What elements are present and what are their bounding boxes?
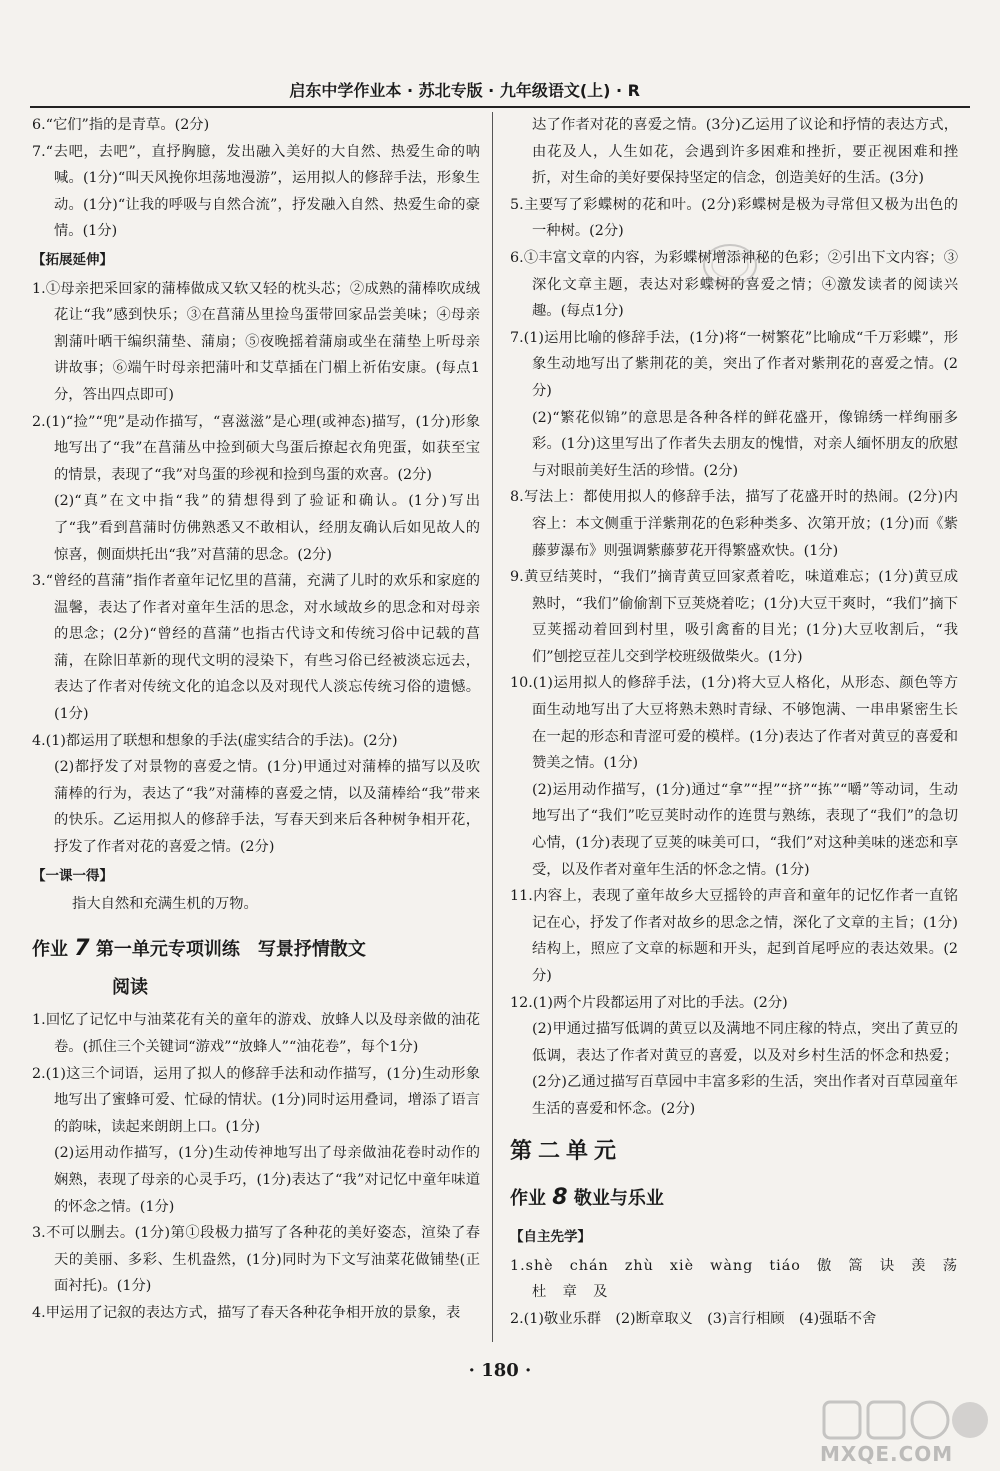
watermark bbox=[820, 1396, 995, 1466]
answer-item: 12.(1)两个片段都运用了对比的手法。(2分) bbox=[510, 994, 788, 1011]
homework-8-title bbox=[510, 1179, 958, 1218]
section-heading-self-study: 【自主先学】 bbox=[510, 1229, 591, 1246]
page-header bbox=[30, 78, 970, 108]
answer-item: 7.(1)运用比喻的修辞手法，(1分)将“一树繁花”比喻成“千万彩蝶”，形象生动地写出了紫荆花的美，突出了作者对紫荆花的喜爱之情。(2分) bbox=[510, 329, 958, 399]
watermark-logo-icon bbox=[820, 1396, 995, 1444]
header-title: 启东中学作业本 · 苏北专版 · 九年级语文(上) · R bbox=[289, 81, 640, 100]
answer-item: 9.黄豆结荚时，“我们”摘青黄豆回家煮着吃，味道难忘；(1分)黄豆成熟时，“我们”偷偷割下豆荚烧着吃；(1分)大豆干爽时，“我们”摘下豆荚摇动着回到村里，吸引禽畜的目光；(1分)大豆收割后，“我们”刨挖豆茬儿交到学校班级做柴火。(1分) bbox=[510, 569, 958, 665]
answer-item: (2)甲通过描写低调的黄豆以及满地不同庄稼的特点，突出了黄豆的低调，表达了作者对黄豆的喜爱，以及对乡村生活的怀念和热爱；(2分)乙通过描写百草园中丰富多彩的生活，突出作者对百草园童年生活的喜爱和怀念。(2分) bbox=[532, 1021, 958, 1117]
answer-item: 1.①母亲把采回家的蒲棒做成又软又轻的枕头芯；②成熟的蒲棒吹成绒花让“我”感到快乐；③在菖蒲丛里捡鸟蛋带回家品尝美味；④母亲割蒲叶晒干编织蒲垫、蒲扇；⑤夜晚摇着蒲扇或坐在蒲垫上听母亲讲故事；⑥端午时母亲把蒲叶和艾草插在门楣上祈佑安康。(每点1分，答出四点即可) bbox=[32, 280, 480, 403]
answer-item: 11.内容上，表现了童年故乡大豆摇铃的声音和童年的记忆作者一直铭记在心，抒发了作者对故乡的思念之情，深化了文章的主旨；(1分)结构上，照应了文章的标题和开头，起到首尾呼应的表达效果。(2分) bbox=[510, 888, 958, 984]
answer-item: (2)都抒发了对景物的喜爱之情。(1分)甲通过对蒲棒的描写以及吹蒲棒的行为，表达了“我”对蒲棒的喜爱之情，以及蒲棒给“我”带来的快乐。乙运用拟人的修辞手法，写春天到来后各种树争相开花，抒发了作者对花的喜爱之情。(2分) bbox=[54, 759, 480, 856]
answer-item: (2)运用动作描写，(1分)通过“拿”“捏”“挤”“拣”“嚼”等动词，生动地写出了“我们”吃豆荚时动作的连贯与熟练，表现了“我们”的急切心情，(1分)表现了豆荚的味美可口，“我们”对这种美味的迷恋和享受，以及作者对童年生活的怀念之情。(1分) bbox=[532, 781, 958, 878]
homework-number: 7 bbox=[74, 935, 90, 961]
column-divider bbox=[492, 112, 493, 1342]
answer-item: 10.(1)运用拟人的修辞手法，(1分)将大豆人格化，从形态、颜色等方面生动地写出了大豆将熟未熟时青绿、不够饱满、一串串紧密生长在一起的形态和青涩可爱的模样。(1分)表达了作者对黄豆的喜爱和赞美之情。(1分) bbox=[510, 675, 958, 772]
answer-item: 4.甲运用了记叙的表达方式，描写了春天各种花争相开放的景象，表 bbox=[32, 1304, 461, 1321]
section-heading-extension: 【拓展延伸】 bbox=[32, 251, 113, 268]
answer-item: 达了作者对花的喜爱之情。(3分)乙运用了议论和抒情的表达方式，由花及人，人生如花，会遇到许多困难和挫折，要正视困难和挫折，对生命的美好要保持坚定的信念，创造美好的生活。(3分) bbox=[532, 117, 958, 187]
homework-7-title-cont: 阅读 bbox=[112, 976, 148, 998]
answer-item: 6.①丰富文章的内容，为彩蝶树增添神秘的色彩；②引出下文内容；③深化文章主题，表达对彩蝶树的喜爱之情；④激发读者的阅读兴趣。(每点1分) bbox=[510, 249, 958, 320]
answer-item: 6.“它们”指的是青草。(2分) bbox=[32, 117, 210, 133]
watermark-text: MXQE.COM bbox=[820, 1442, 954, 1466]
answer-item: 2.(1)“捡”“兜”是动作描写，“喜滋滋”是心理(或神态)描写，(1分)形象地写出了“我”在菖蒲丛中捡到硕大鸟蛋后撩起衣角兜蛋，如获至宝的情景，表现了“我”对鸟蛋的珍视和捡到鸟蛋的欢喜。(2分) bbox=[32, 413, 480, 483]
answer-item: 3.不可以删去。(1分)第①段极力描写了各种花的美好姿态，渲染了春天的美丽、多彩、生机盎然，(1分)同时为下文写油菜花做铺垫(正面衬托)。(1分) bbox=[32, 1225, 480, 1295]
section-heading-gain: 【一课一得】 bbox=[32, 867, 113, 884]
homework-number: 8 bbox=[552, 1185, 568, 1211]
homework-title-text: 敬业与乐业 bbox=[573, 1188, 664, 1210]
unit-title: 第二单元 bbox=[510, 1138, 623, 1164]
answer-item: 2.(1)这三个词语，运用了拟人的修辞手法和动作描写，(1分)生动形象地写出了蜜蜂可爱、忙碌的情状。(1分)同时运用叠词，增添了语言的韵味，读起来朗朗上口。(1分) bbox=[32, 1065, 480, 1135]
answer-item: 8.写法上：都使用拟人的修辞手法，描写了花盛开时的热闹。(2分)内容上：本文侧重于洋紫荆花的色彩种类多、次第开放；(1分)而《紫藤萝瀑布》则强调紫藤萝花开得繁盛欢快。(1分) bbox=[510, 489, 958, 559]
answer-item: 3.“曾经的菖蒲”指作者童年记忆里的菖蒲，充满了儿时的欢乐和家庭的温馨，表达了作者对童年生活的思念，对水域故乡的思念和对母亲的思念；(2分)“曾经的菖蒲”也指古代诗文和传统习俗中记载的菖蒲，在除旧革新的现代文明的浸染下，有些习俗已经被淡忘远去，表达了作者对传统文化的追念以及对现代人淡忘传统习俗的遗憾。(1分) bbox=[32, 573, 480, 723]
answer-item: 1.shè chán zhù xiè wàng tiáo 傲 篙 诀 羡 荡 杜 章 及 bbox=[510, 1257, 974, 1301]
answer-item: 5.主要写了彩蝶树的花和叶。(2分)彩蝶树是极为寻常但又极为出色的一种树。(2分) bbox=[510, 196, 958, 240]
homework-7-title bbox=[32, 930, 480, 969]
gain-text: 指大自然和充满生机的万物。 bbox=[72, 896, 258, 913]
answer-item: 7.“去吧，去吧”，直抒胸臆，发出融入美好的大自然、热爱生命的呐喊。(1分)“叫天风挽你坦荡地漫游”，运用拟人的修辞手法，形象生动。(1分)“让我的呼吸与自然合流”，抒发融入自然、热爱生命的豪情。(1分) bbox=[32, 143, 480, 240]
answer-item: (2)“真”在文中指“我”的猜想得到了验证和确认。(1分)写出了“我”看到菖蒲时仿佛熟悉又不敢相认，经朋友确认后如见故人的惊喜，侧面烘托出“我”对菖蒲的思念。(2分) bbox=[54, 493, 480, 563]
homework-title-text: 第一单元专项训练 写景抒情散文 bbox=[95, 938, 366, 960]
stamp-icon bbox=[700, 235, 760, 295]
right-column bbox=[510, 112, 974, 1333]
answer-item: (2)“繁花似锦”的意思是各种各样的鲜花盛开，像锦绣一样绚丽多彩。(1分)这里写出了作者失去朋友的愧惜，对亲人缅怀朋友的欣慰与对眼前美好生活的珍惜。(2分) bbox=[532, 409, 958, 479]
left-column bbox=[32, 112, 480, 1327]
page-number: · 180 · bbox=[468, 1360, 532, 1381]
homework-prefix: 作业 bbox=[510, 1188, 546, 1210]
answer-item: 4.(1)都运用了联想和想象的手法(虚实结合的手法)。(2分) bbox=[32, 732, 398, 749]
answer-item: 2.(1)敬业乐群 (2)断章取义 (3)言行相顾 (4)强聒不舍 bbox=[510, 1310, 877, 1327]
answer-item: 1.回忆了记忆中与油菜花有关的童年的游戏、放蜂人以及母亲做的油花卷。(抓住三个关键词“游戏”“放蜂人”“油花卷”，每个1分) bbox=[32, 1012, 480, 1055]
homework-prefix: 作业 bbox=[32, 938, 68, 960]
answer-item: (2)运用动作描写，(1分)生动传神地写出了母亲做油花卷时动作的娴熟，表现了母亲的心灵手巧，(1分)表达了“我”对记忆中童年味道的怀念之情。(1分) bbox=[54, 1145, 480, 1215]
